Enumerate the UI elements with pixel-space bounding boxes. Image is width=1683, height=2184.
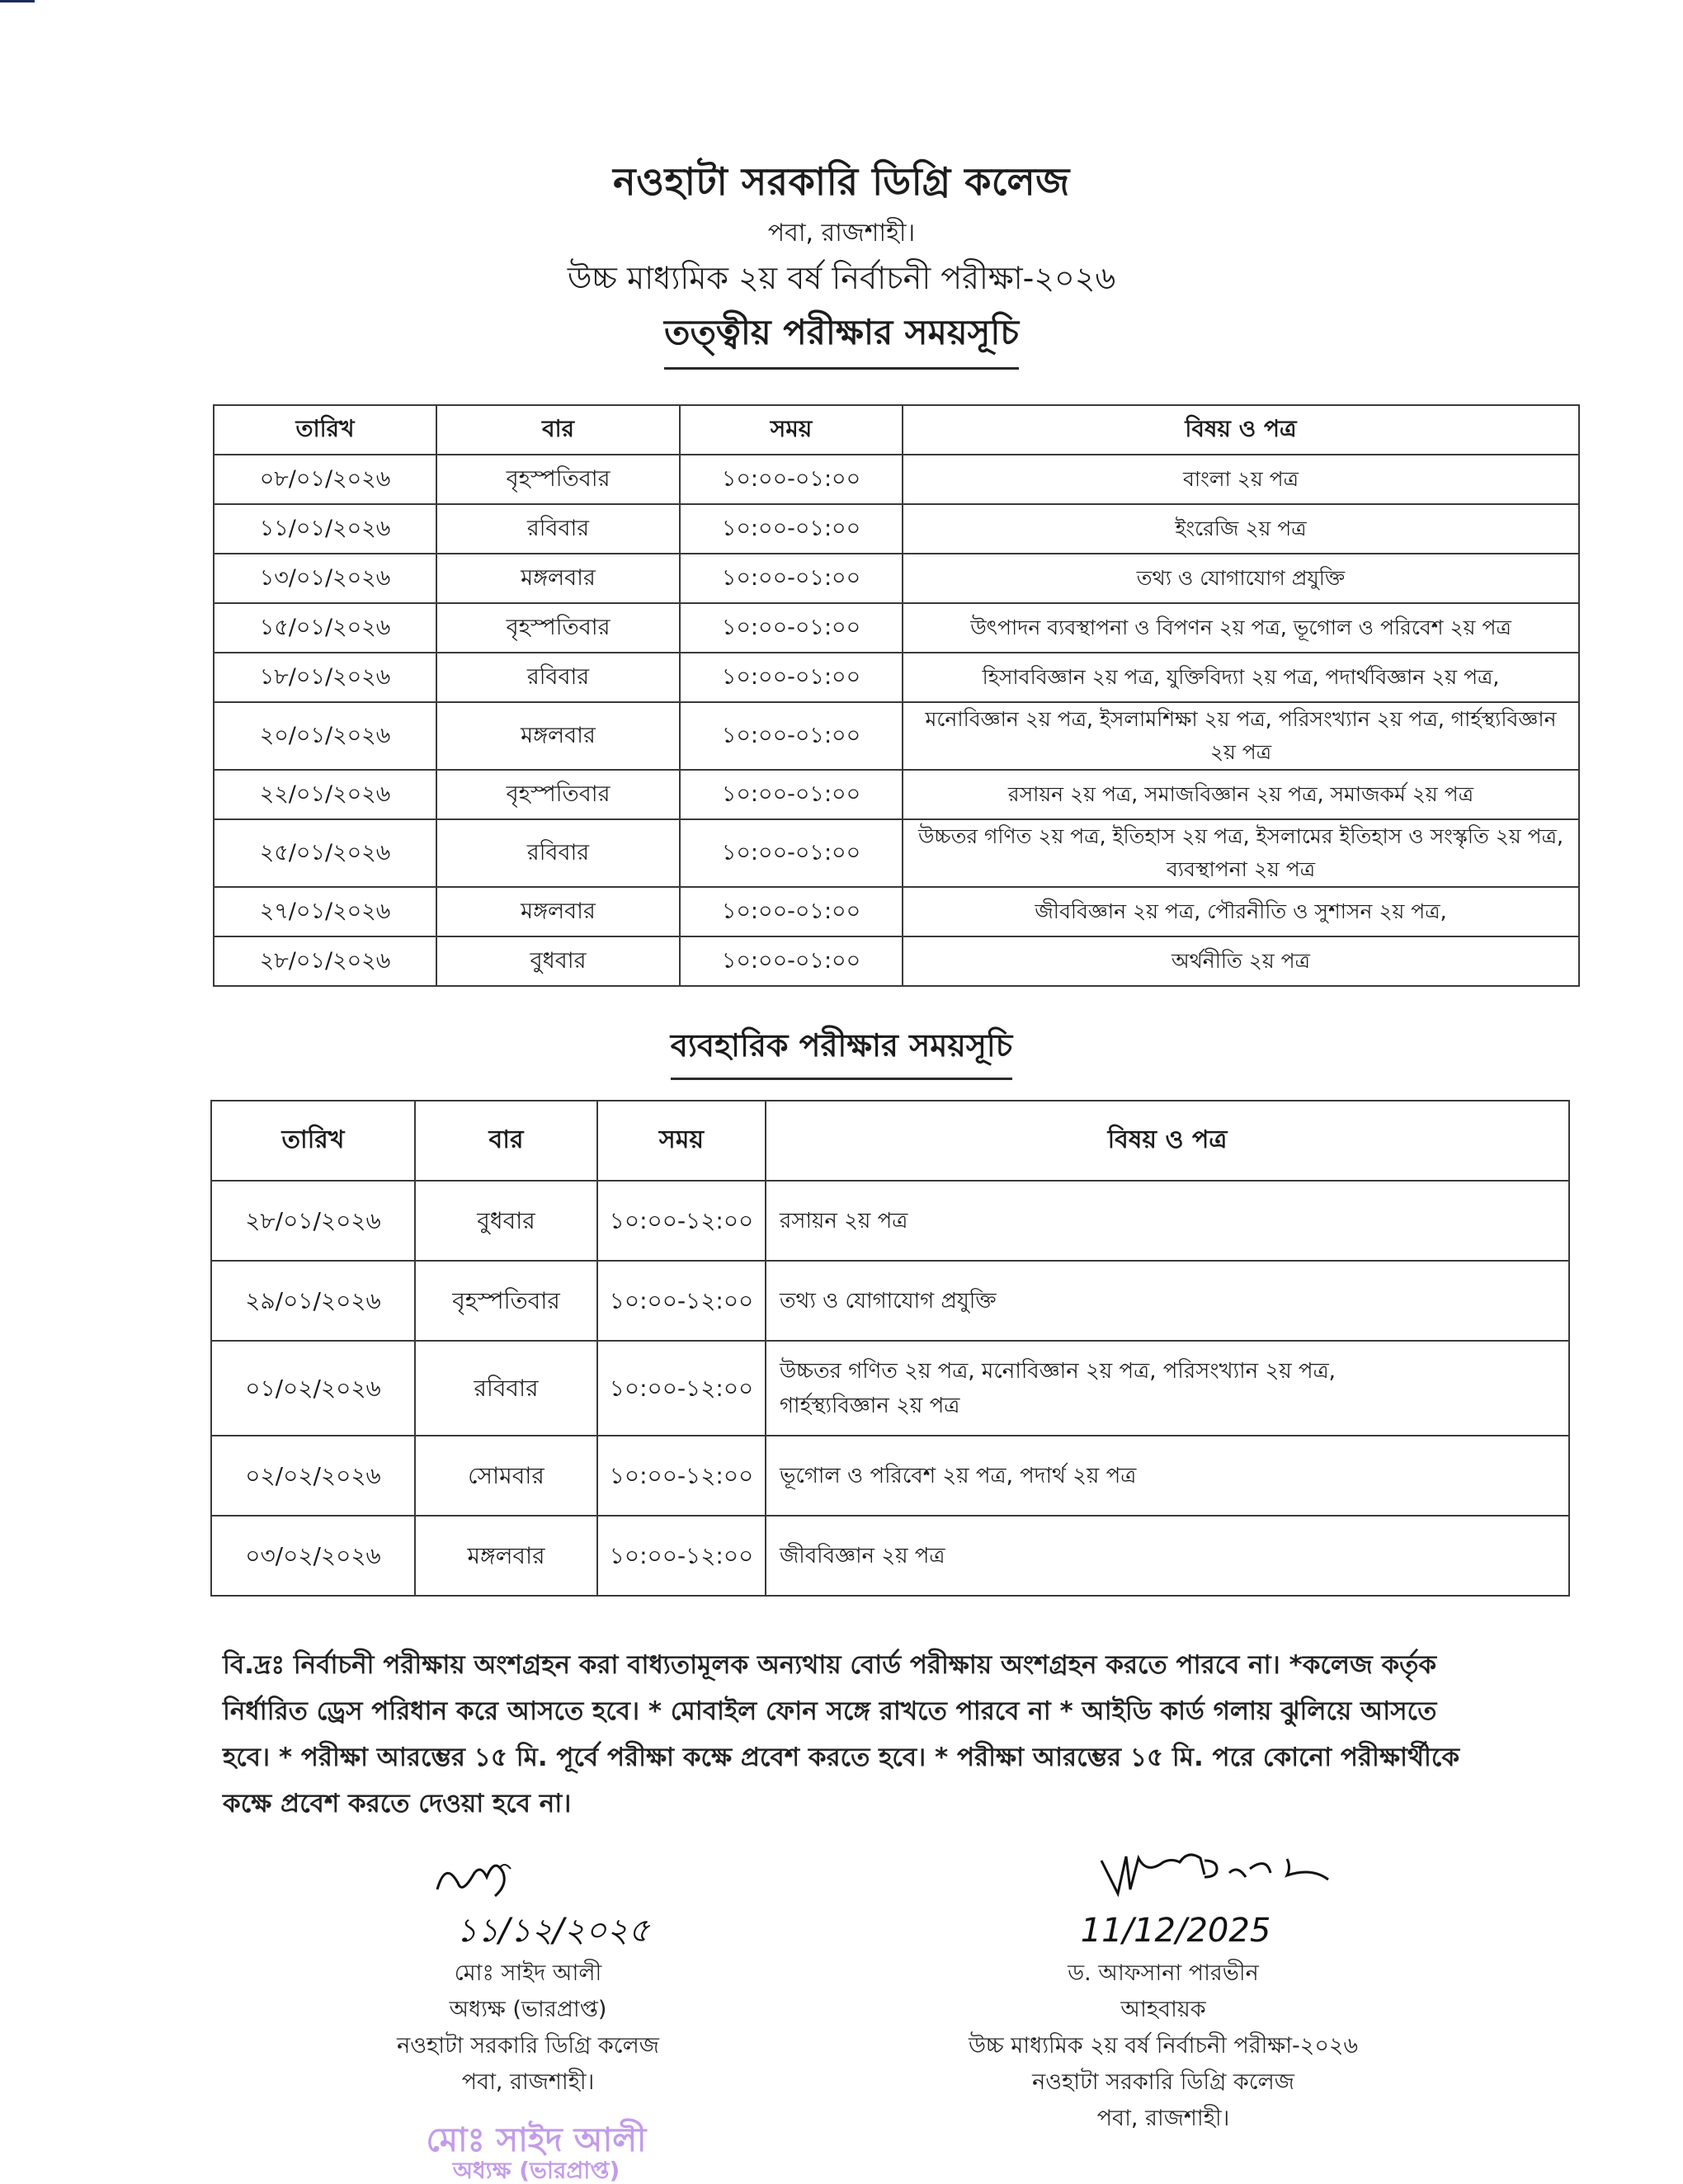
table-row — [211, 1261, 1569, 1341]
cell-subject: অর্থনীতি ২য় পত্র — [903, 936, 1579, 986]
cell-subject: হিসাববিজ্ঞান ২য় পত্র, যুক্তিবিদ্যা ২য় পত্র, পদার্থবিজ্ঞান ২য় পত্র, — [903, 653, 1579, 702]
handwritten-signature — [924, 1848, 1402, 1906]
cell-day: রবিবার — [436, 819, 680, 887]
cell-day: রবিবার — [415, 1341, 597, 1436]
cell-time: ১০:০০-১২:০০ — [597, 1341, 766, 1436]
cell-subject: ইংরেজি ২য় পত্র — [903, 504, 1579, 554]
signatory-location: পবা, রাজশাহী। — [461, 2069, 595, 2095]
table-row — [214, 455, 1579, 504]
theory-schedule-table — [213, 404, 1580, 987]
cell-date: ২৯/০১/২০২৬ — [211, 1261, 415, 1341]
cell-date: ২৫/০১/২০২৬ — [214, 819, 436, 887]
cell-date: ০৩/০২/২০২৬ — [211, 1516, 415, 1596]
table-row — [214, 554, 1579, 603]
notes-paragraph: বি.দ্রঃ নির্বাচনী পরীক্ষায় অংশগ্রহন করা বাধ্যতামূলক অন্যথায় বোর্ড পরীক্ষায় অংশগ্রহন করতে পারবে না। *কলেজ কর্তৃক নির্ধারিত ড্রেস পরিধান করে আসতে হবে। * মোবাইল ফোন সঙ্গে রাখতে পারবে না * আইডি কার্ড গলায় ঝুলিয়ে আসতে হবে। * পরীক্ষা আরম্ভের ১৫ মি. পূর্বে পরীক্ষা কক্ষে প্রবেশ করতে হবে। * পরীক্ষা আরম্ভের ১৫ মি. পরে কোনো পরীক্ষার্থীকে কক্ষে প্রবেশ করতে দেওয়া হবে না। — [223, 1650, 1460, 1818]
cell-time: ১০:০০-০১:০০ — [680, 887, 903, 936]
table-row — [214, 887, 1579, 936]
table-row — [211, 1436, 1569, 1516]
cell-date: ২৮/০১/২০২৬ — [214, 936, 436, 986]
cell-day: বুধবার — [415, 1181, 597, 1261]
cell-subject: জীববিজ্ঞান ২য় পত্র, পৌরনীতি ও সুশাসন ২য় পত্র, — [903, 887, 1579, 936]
table-header-row — [214, 405, 1579, 455]
signatory-institution: নওহাটা সরকারি ডিগ্রি কলেজ — [1032, 2069, 1294, 2095]
column-header-date: তারিখ — [211, 1101, 415, 1181]
scan-edge-mark — [0, 0, 35, 2]
cell-time: ১০:০০-১২:০০ — [597, 1181, 766, 1261]
cell-subject: উচ্চতর গণিত ২য় পত্র, ইতিহাস ২য় পত্র, ইসলামের ইতিহাস ও সংস্কৃতি ২য় পত্র, ব্যবস্থাপনা ২য় পত্র — [903, 819, 1579, 887]
cell-date: ১৫/০১/২০২৬ — [214, 603, 436, 653]
cell-time: ১০:০০-০১:০০ — [680, 819, 903, 887]
cell-day: বৃহস্পতিবার — [436, 603, 680, 653]
cell-subject: তথ্য ও যোগাযোগ প্রযুক্তি — [903, 554, 1579, 603]
cell-time: ১০:০০-০১:০০ — [680, 455, 903, 504]
signatory-principal — [330, 1848, 726, 2101]
cell-date: ২২/০১/২০২৬ — [214, 770, 436, 819]
column-header-subject: বিষয় ও পত্র — [903, 405, 1579, 455]
cell-subject: মনোবিজ্ঞান ২য় পত্র, ইসলামশিক্ষা ২য় পত্র, পরিসংখ্যান ২য় পত্র, গার্হস্থ্যবিজ্ঞান ২য় পত্র — [903, 702, 1579, 770]
column-header-day: বার — [436, 405, 680, 455]
table-row — [214, 819, 1579, 887]
column-header-time: সময় — [680, 405, 903, 455]
cell-subject: জীববিজ্ঞান ২য় পত্র — [766, 1516, 1569, 1596]
cell-day: মঙ্গলবার — [436, 702, 680, 770]
signature-scribble-icon — [924, 1848, 1402, 1906]
stamp-designation: অধ্যক্ষ (ভারপ্রাপ্ত) — [452, 2157, 620, 2184]
cell-date: ১১/০১/২০২৬ — [214, 504, 436, 554]
table-row — [211, 1341, 1569, 1436]
cell-day: রবিবার — [436, 504, 680, 554]
cell-day: মঙ্গলবার — [436, 887, 680, 936]
cell-date: ১৮/০১/২০২৬ — [214, 653, 436, 702]
handwritten-signature — [330, 1848, 726, 1906]
signatory-location: পবা, রাজশাহী। — [1096, 2106, 1230, 2131]
cell-date: ১৩/০১/২০২৬ — [214, 554, 436, 603]
practical-schedule-table — [210, 1100, 1570, 1597]
table-row — [214, 936, 1579, 986]
theory-heading-wrap — [0, 305, 1683, 370]
cell-time: ১০:০০-০১:০০ — [680, 702, 903, 770]
cell-date: ২৮/০১/২০২৬ — [211, 1181, 415, 1261]
cell-date: ০১/০২/২০২৬ — [211, 1341, 415, 1436]
cell-date: ০২/০২/২০২৬ — [211, 1436, 415, 1516]
cell-date: ০৮/০১/২০২৬ — [214, 455, 436, 504]
cell-date: ২৭/০১/২০২৬ — [214, 887, 436, 936]
table-row — [214, 653, 1579, 702]
cell-date: ২০/০১/২০২৬ — [214, 702, 436, 770]
signatory-designation: অধ্যক্ষ (ভারপ্রাপ্ত) — [449, 1997, 607, 2022]
cell-time: ১০:০০-০১:০০ — [680, 770, 903, 819]
cell-day: বৃহস্পতিবার — [436, 455, 680, 504]
table-row — [211, 1516, 1569, 1596]
cell-time: ১০:০০-০১:০০ — [680, 936, 903, 986]
practical-heading: ব্যবহারিক পরীক্ষার সময়সূচি — [671, 1021, 1012, 1080]
cell-time: ১০:০০-০১:০০ — [680, 653, 903, 702]
signatory-name: ড. আফসানা পারভীন — [1068, 1960, 1259, 1986]
cell-day: মঙ্গলবার — [436, 554, 680, 603]
signatory-name: মোঃ সাইদ আলী — [454, 1960, 602, 1986]
column-header-date: তারিখ — [214, 405, 436, 455]
column-header-day: বার — [415, 1101, 597, 1181]
column-header-time: সময় — [597, 1101, 766, 1181]
cell-day: মঙ্গলবার — [415, 1516, 597, 1596]
table-row — [214, 603, 1579, 653]
cell-subject: উৎপাদন ব্যবস্থাপনা ও বিপণন ২য় পত্র, ভূগোল ও পরিবেশ ২য় পত্র — [903, 603, 1579, 653]
cell-subject: বাংলা ২য় পত্র — [903, 455, 1579, 504]
cell-subject: ভূগোল ও পরিবেশ ২য় পত্র, পদার্থ ২য় পত্র — [766, 1436, 1569, 1516]
column-header-subject: বিষয় ও পত্র — [766, 1101, 1569, 1181]
table-row — [214, 504, 1579, 554]
table-header-row — [211, 1101, 1569, 1181]
table-row — [214, 770, 1579, 819]
cell-time: ১০:০০-০১:০০ — [680, 603, 903, 653]
cell-subject: রসায়ন ২য় পত্র — [766, 1181, 1569, 1261]
exam-name: উচ্চ মাধ্যমিক ২য় বর্ষ নির্বাচনী পরীক্ষা-২০২৬ — [567, 260, 1116, 296]
college-name: নওহাটা সরকারি ডিগ্রি কলেজ — [613, 159, 1070, 204]
signatory-institution: নওহাটা সরকারি ডিগ্রি কলেজ — [397, 2033, 659, 2059]
cell-time: ১০:০০-১২:০০ — [597, 1516, 766, 1596]
official-stamp — [388, 2122, 685, 2183]
cell-time: ১০:০০-১২:০০ — [597, 1261, 766, 1341]
cell-day: বৃহস্পতিবার — [436, 770, 680, 819]
signatory-designation: আহবায়ক — [1120, 1997, 1206, 2022]
cell-subject: উচ্চতর গণিত ২য় পত্র, মনোবিজ্ঞান ২য় পত্র, পরিসংখ্যান ২য় পত্র, গার্হস্থ্যবিজ্ঞান ২য় পত্র — [766, 1341, 1569, 1436]
theory-heading: তত্ত্বীয় পরীক্ষার সময়সূচি — [664, 305, 1019, 370]
practical-heading-wrap — [0, 1021, 1683, 1080]
cell-day: রবিবার — [436, 653, 680, 702]
cell-day: বুধবার — [436, 936, 680, 986]
cell-time: ১০:০০-১২:০০ — [597, 1436, 766, 1516]
cell-day: বৃহস্পতিবার — [415, 1261, 597, 1341]
college-location: পবা, রাজশাহী। — [767, 219, 916, 248]
signature-scribble-icon — [330, 1848, 726, 1906]
signed-date: 11/12/2025 — [1080, 1912, 1271, 1950]
cell-day: সোমবার — [415, 1436, 597, 1516]
cell-time: ১০:০০-০১:০০ — [680, 504, 903, 554]
cell-time: ১০:০০-০১:০০ — [680, 554, 903, 603]
table-row — [214, 702, 1579, 770]
signatory-convener — [924, 1848, 1402, 2137]
stamp-name: মোঃ সাইদ আলী — [426, 2121, 647, 2159]
table-row — [211, 1181, 1569, 1261]
cell-subject: তথ্য ও যোগাযোগ প্রযুক্তি — [766, 1261, 1569, 1341]
signed-date: ১১/১২/২০২৫ — [455, 1912, 650, 1950]
signatory-committee: উচ্চ মাধ্যমিক ২য় বর্ষ নির্বাচনী পরীক্ষা-২০২৬ — [968, 2033, 1359, 2059]
cell-subject: রসায়ন ২য় পত্র, সমাজবিজ্ঞান ২য় পত্র, সমাজকর্ম ২য় পত্র — [903, 770, 1579, 819]
